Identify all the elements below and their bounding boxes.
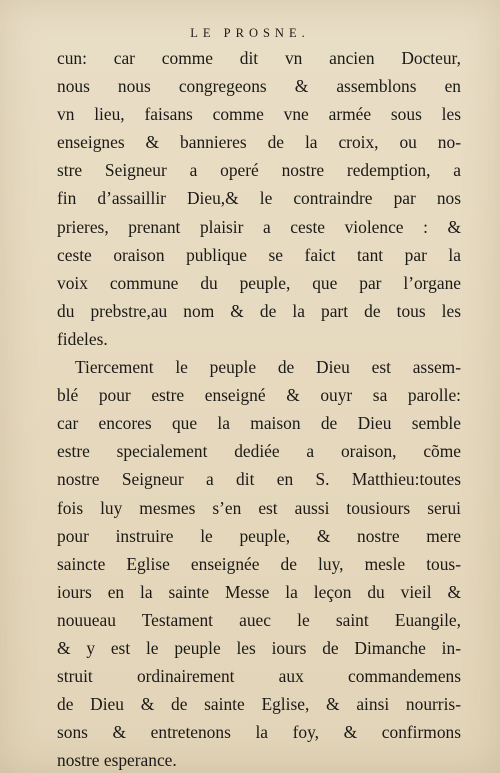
- text-line: ceste oraison publique se faict tant par la: [57, 244, 461, 265]
- text-line: car encores que la maison de Dieu semble: [57, 413, 461, 434]
- text-line: struit ordinairement aux commandemens: [57, 666, 461, 687]
- text-line: voix commune du peuple, que par l’organe: [57, 272, 461, 293]
- text-line: pour instruire le peuple, & nostre mere: [57, 525, 461, 546]
- text-line: vn lieu, faisans comme vne armée sous les: [57, 104, 461, 125]
- text-line: fois luy mesmes s’en est aussi tousiours serui: [57, 497, 461, 518]
- text-line: saincte Eglise enseignée de luy, mesle tous-: [57, 553, 461, 574]
- text-line: de Dieu & de sainte Eglise, & ainsi nourris-: [57, 694, 461, 715]
- text-line: sons & entretenons la foy, & confirmons: [57, 722, 461, 743]
- text-line: nous nous congregeons & assemblons en: [57, 76, 461, 97]
- text-line: fideles.: [57, 328, 108, 349]
- text-line: blé pour estre enseigné & ouyr sa parolle:: [57, 385, 461, 406]
- text-line: iours en la sainte Messe la leçon du vieil &: [57, 581, 461, 602]
- running-title: LE PROSNE.: [190, 26, 310, 40]
- paragraph-start-line: Tiercement le peuple de Dieu est assem-: [75, 357, 461, 378]
- text-line: stre Seigneur a operé nostre redemption, a: [57, 160, 461, 181]
- body-text: [57, 44, 461, 773]
- text-line: enseignes & bannieres de la croix, ou no-: [57, 132, 461, 153]
- text-line: nostre esperance.: [57, 750, 177, 771]
- text-line: prieres, prenant plaisir a ceste violence : &: [57, 216, 461, 237]
- text-line: estre specialement dediée a oraison, cõme: [57, 441, 461, 462]
- text-line: nouueau Testament auec le saint Euangile,: [57, 609, 461, 630]
- text-line: & y est le peuple les iours de Dimanche in-: [57, 637, 461, 658]
- text-line: nostre Seigneur a dit en S. Matthieu:toutes: [57, 469, 461, 490]
- text-line: cun: car comme dit vn ancien Docteur,: [57, 48, 461, 68]
- text-line: du prebstre,au nom & de la part de tous les: [57, 300, 461, 321]
- text-line: fin d’assaillir Dieu,& le contraindre par nos: [57, 188, 461, 209]
